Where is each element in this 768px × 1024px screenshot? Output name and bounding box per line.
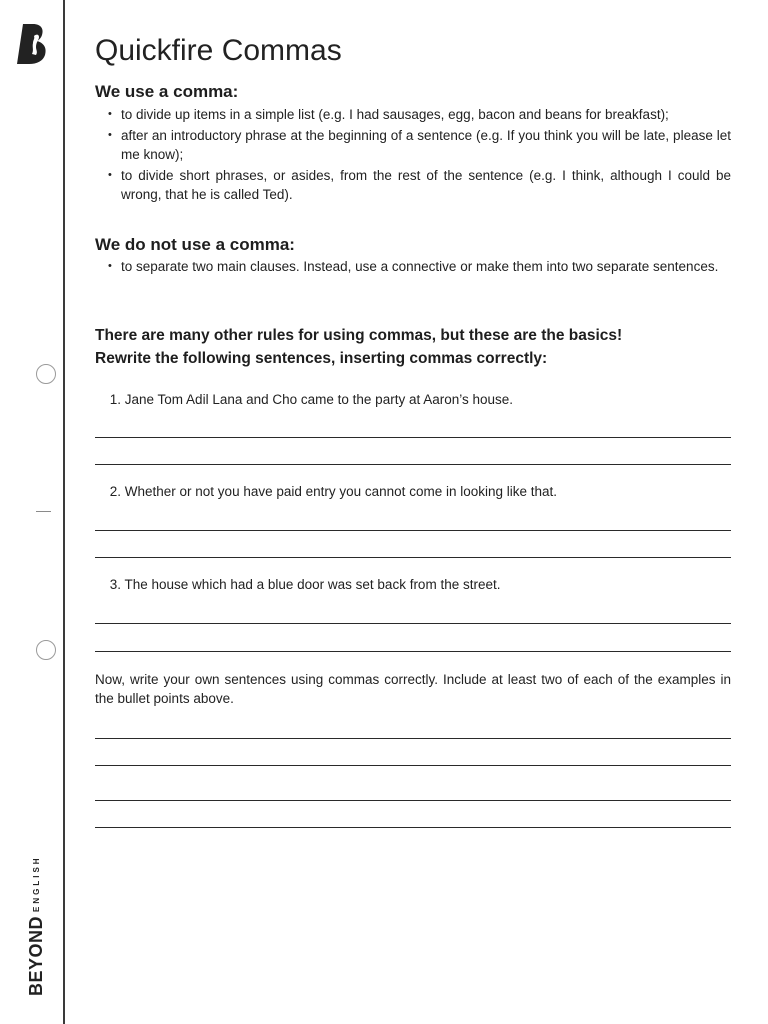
page-title: Quickfire Commas (95, 34, 342, 67)
instructions (95, 324, 731, 370)
use-item: • to divide short phrases, or asides, from the rest of the sentence (e.g. I think, although I could be wrong, that he is called Ted). (95, 166, 731, 204)
question-text: Whether or not you have paid entry you cannot come in looking like that. (124, 484, 558, 499)
not-use-heading: We do not use a comma: (95, 235, 295, 254)
beyond-b-logo-icon (14, 22, 52, 66)
question-text: The house which had a blue door was set back from the street. (124, 577, 501, 592)
use-list (95, 105, 731, 204)
question-2 (95, 484, 731, 499)
instructions-line1: There are many other rules for using commas, but these are the basics! (95, 327, 623, 344)
answer-line[interactable] (95, 765, 731, 766)
question-1 (95, 392, 731, 407)
answer-line[interactable] (95, 557, 731, 558)
instructions-line2: Rewrite the following sentences, inserting commas correctly: (95, 350, 548, 367)
answer-line[interactable] (95, 651, 731, 652)
brand-name: BEYOND (26, 915, 46, 996)
answer-line[interactable] (95, 827, 731, 828)
margin-rule (63, 0, 65, 1024)
final-task: Now, write your own sentences using commas correctly. Include at least two of each of the examples in the bullet points above. (95, 672, 731, 706)
use-heading: We use a comma: (95, 82, 239, 101)
use-item: • after an introductory phrase at the beginning of a sentence (e.g. If you think you will be late, please let me know); (95, 126, 731, 164)
brand-wordmark (26, 855, 47, 996)
punch-hole-top (36, 364, 56, 384)
question-number: 3. (109, 577, 121, 592)
not-use-item: • to separate two main clauses. Instead, use a connective or make them into two separate sentences. (95, 257, 731, 276)
brand-subname: ENGLISH (32, 855, 41, 912)
answer-line[interactable] (95, 623, 731, 624)
answer-line[interactable] (95, 437, 731, 438)
use-item: • to divide up items in a simple list (e.g. I had sausages, egg, bacon and beans for breakfast); (95, 105, 731, 124)
answer-line[interactable] (95, 800, 731, 801)
answer-line[interactable] (95, 530, 731, 531)
not-use-list (95, 257, 731, 276)
question-3 (95, 577, 731, 592)
question-number: 1. (109, 392, 121, 407)
question-number: 2. (109, 484, 121, 499)
answer-line[interactable] (95, 738, 731, 739)
question-text: Jane Tom Adil Lana and Cho came to the party at Aaron’s house. (124, 392, 514, 407)
answer-line[interactable] (95, 464, 731, 465)
punch-hole-bottom (36, 640, 56, 660)
fold-mark (36, 511, 51, 512)
